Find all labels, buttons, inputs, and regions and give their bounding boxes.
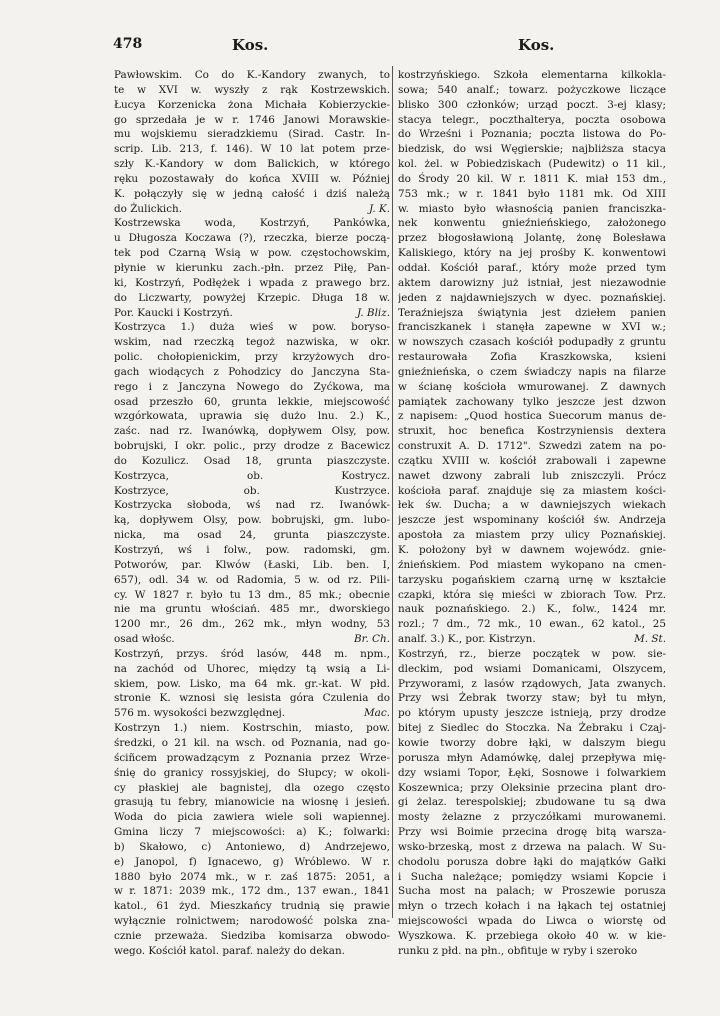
- text-line: e) Janopol, f) Ignacewo, g) Wróblewo. W r.: [114, 855, 390, 868]
- text-line: i Sucha należące; pomiędzy wsiami Kopcie i: [398, 870, 666, 883]
- right-running-head: Kos.: [518, 36, 555, 54]
- text-line: Przy wsi Boimie przecina drogę bitą warsza-: [398, 826, 666, 839]
- text-line: runku z płd. na płn., obfituje w ryby i szeroko: [398, 944, 638, 957]
- text-line: franciszkanek i stanęła zapewne w XVI w.;: [398, 321, 666, 334]
- text-line: ki, Kostrzyń, Podłężek i wpada z prawego brz.: [114, 276, 390, 289]
- text-line: Kaliskiego, który na jej prośby K. konwentowi: [398, 247, 666, 260]
- text-line: K. połączyły się w jedną całość i dziś należą: [114, 187, 390, 200]
- text-line: Wyszkowa. K. przebiega około 40 w. w kie-: [398, 929, 666, 942]
- text-line: rego i z Janczyna Nowego do Zyćkowa, ma: [114, 380, 390, 393]
- text-line: tek pod Czarną Wsią w pow. częstochowskim,: [114, 247, 390, 260]
- text-line: bitej z Siedlec do Stoczka. Na Żebraku i Czaj-: [398, 722, 666, 735]
- text-line: u Długosza Koczawa (?), rzeczka, bierze począ-: [114, 232, 390, 245]
- text-line: miejscowości wpada do Liwca o wiorstę od: [398, 915, 666, 928]
- text-line: Teraźniejsza świątynia jest dziełem panien: [398, 306, 666, 319]
- text-line: źnieńskiem. Pod miastem wykopano na cmen-: [398, 558, 666, 571]
- right-text-column: [398, 68, 666, 959]
- text-line: ściñcem prowadzącym z Poznania przez Wrze-: [114, 751, 390, 764]
- text-line: Sucha most na palach; w Proszewie porusza: [398, 885, 666, 898]
- text-line: mosty żelazne z przyczółkami murowanemi.: [398, 811, 666, 824]
- text-line: w nowszych czasach kościół podupadły z gruntu: [398, 336, 666, 349]
- text-line: nauk poznańskiego. 2.) K., folw., 1424 mr.: [398, 603, 666, 616]
- text-line: Kostrzyca, ob. Kostrycz.: [114, 469, 390, 482]
- text-line: Kostrzyce, ob. Kustrzyce.: [114, 484, 390, 497]
- text-line: tarzysku pogańskiem czarną urnę w kształcie: [398, 573, 666, 586]
- text-line: czątku XVIII w. kościół zrabowali i zapewne: [398, 454, 666, 467]
- text-line: wskim, nad rzeczką tegoż nazwiska, w okr.: [114, 336, 390, 349]
- text-line: 1880 było 2074 mk., w r. zaś 1875: 2051, a: [114, 870, 390, 883]
- text-line: po którym upusty jeszcze istnieją, przy drodze: [398, 707, 666, 720]
- text-line: Kostrzyń, przys. śród lasów, 448 m. npm.,: [114, 647, 390, 660]
- text-line: kostrzyńskiego. Szkoła elementarna kilkokla-: [398, 69, 666, 81]
- text-line: Potworów, par. Klwów (Łaski, Lib. ben. I,: [114, 558, 390, 571]
- text-line: jeden z najdawniejszych w dyec. poznańskiej.: [398, 291, 666, 304]
- text-line: sowa; 540 analf.; towarz. pożyczkowe liczące: [398, 83, 666, 96]
- text-line: Pawłowskim. Co do K.-Kandory zwanych, to: [114, 69, 390, 81]
- text-line: nicka, ma osad 24, grunta piaszczyste.: [114, 529, 390, 542]
- text-line: z napisem: „Quod hostica Suecorum manus de-: [398, 410, 666, 423]
- text-line: 1200 mr., 26 dm., 262 mk., młyn wodny, 53: [114, 618, 390, 631]
- text-line: pamiątek zachowany tylko jeszcze jest dzwon: [398, 395, 666, 408]
- text-line: ręku pozostawały do końca XVIII w. Później: [114, 172, 390, 185]
- text-line: Przy wsi Żebrak tworzy staw; był tu młyn,: [398, 692, 666, 705]
- text-line: średzki, o 21 kil. na wsch. od Poznania, nad go-: [114, 736, 390, 749]
- text-line: cznie przeważa. Siedziba komisarza obwodo-: [114, 929, 390, 942]
- text-line: Woda do picia zawiera wiele soli wapiennej.: [114, 811, 390, 824]
- text-line: osad włośc. Br. Ch.: [114, 633, 390, 646]
- text-line: Koszewnica; przy Oleksinie przecina plant dro-: [398, 781, 666, 794]
- text-line: b) Skałowo, c) Antoniewo, d) Andrzejewo,: [114, 840, 390, 853]
- text-line: na zachód od Uhorec, między tą wsią a Li-: [114, 662, 390, 675]
- text-line: wyłącznie rolnictwem; narodowość polska zna-: [114, 915, 390, 928]
- text-line: blisko 300 członków; urząd poczt. 3-ej klasy;: [398, 98, 666, 111]
- text-line: chodolu porusza dobre łąki do majątków Gałki: [398, 855, 666, 868]
- text-line: wsko-brzeską, most z drzewa na palach. W Su-: [398, 840, 666, 853]
- text-line: nek konwentu gnieźnieńskiego, założonego: [398, 217, 666, 230]
- text-line: scrip. Lib. 213, f. 146). W 10 lat potem prze-: [114, 143, 390, 156]
- text-line: apostoła za miastem przy ulicy Poznańskiej.: [398, 529, 666, 542]
- text-line: rozl.; 7 dm., 72 mk., 10 ewan., 62 katol., 25: [398, 618, 666, 631]
- text-line: aktem darowizny już istniał, jest niezawodnie: [398, 276, 666, 289]
- text-line: 753 mk.; w r. 1841 było 1181 mk. Od XIII: [398, 187, 666, 200]
- text-line: do Liczwarty, powyżej Krzepic. Długa 18 w.: [114, 291, 390, 304]
- text-line: kowie tworzy dobre łąki, w dalszym biegu: [398, 736, 666, 749]
- text-line: struxit, hoc benefica Kostrzyniensis dextera: [398, 425, 666, 438]
- text-line: Por. Kaucki i Kostrzyń. J. Bliz.: [114, 306, 390, 319]
- text-line: zaśc. nad rz. Iwanówką, dopływem Olsy, pow.: [114, 425, 390, 438]
- text-line: w ścianę kościoła wmurowanej. Z dawnych: [398, 380, 666, 393]
- text-line: śnię do granicy rossyjskiej, do Słupcy; w okoli-: [114, 766, 390, 779]
- text-line: Przyworami, z lasów rządowych, Jata zwanych.: [398, 677, 666, 690]
- text-line: do Kozulicz. Osad 18, grunta piaszczyste.: [114, 454, 390, 467]
- text-line: Kostrzewska woda, Kostrzyń, Pankówka,: [114, 217, 390, 230]
- text-line: w. miasto było własnością panien franciszka-: [398, 202, 666, 215]
- text-line: do Środy 20 kil. W r. 1811 K. miał 153 dm.,: [398, 172, 666, 185]
- text-line: stronie K. wznosi się lesista góra Czulenia do: [114, 692, 390, 705]
- text-line: stacya telegr., poczthalterya, poczta osobowa: [398, 113, 666, 126]
- text-line: w r. 1871: 2039 mk., 172 dm., 137 ewan., 1841: [114, 885, 390, 898]
- text-line: czapki, która się mieści w zbiorach Tow. Prz.: [398, 588, 666, 601]
- text-line: gach wiodących z Pohodzicy do Janczyna Sta-: [114, 365, 390, 378]
- text-line: Kostrzyca 1.) duża wieś w pow. boryso-: [114, 321, 390, 334]
- text-line: polic. chołopienickim, przy krzyżowych dro-: [114, 351, 390, 364]
- text-line: go sprzedała je w r. 1746 Janowi Morawskie-: [114, 113, 390, 126]
- left-running-head: Kos.: [232, 36, 269, 54]
- text-line: skiem, pow. Lisko, ma 64 mk. gr.-kat. W płd.: [114, 677, 390, 690]
- page-number: 478: [113, 36, 143, 52]
- text-line: osad przeszło 60, grunta lekkie, miejscowość: [114, 395, 390, 408]
- text-line: mu wojskiemu sieradzkiemu (Sirad. Castr. In-: [114, 128, 390, 141]
- text-line: gi żelaz. terespolskiej; zbudowane tu są dwa: [398, 796, 666, 809]
- text-line: młyn o trzech kołach i na łąkach tej ostatniej: [398, 900, 666, 913]
- text-line: biedzisk, do wsi Węgierskie; najbliższa stacya: [398, 143, 666, 156]
- text-line: grasują tu febry, mianowicie na wiosnę i jesień.: [114, 796, 390, 809]
- text-line: jeszcze jest wspominany kościół św. Andrzeja: [398, 514, 666, 527]
- text-line: Kostrzyn 1.) niem. Kostrschin, miasto, pow.: [114, 722, 390, 735]
- text-line: Gmina liczy 7 miejscowości: a) K.; folwarki:: [114, 826, 390, 839]
- text-line: Kostrzyń, wś i folw., pow. radomski, gm.: [114, 544, 390, 556]
- text-line: 657), odl. 34 w. od Radomia, 5 w. od rz. Pili-: [114, 573, 390, 586]
- text-line: gnieźnieńska, o czem świadczy napis na filarze: [398, 365, 666, 378]
- text-line: porusza młyn Adamówkę, dalej przepływa mię-: [398, 751, 666, 764]
- text-line: analf. 3.) K., por. Kistrzyn. M. St.: [398, 633, 666, 646]
- text-line: do Żulickich. J. K.: [114, 202, 390, 215]
- text-line: katol., 61 żyd. Mieszkańcy trudnią się prawie: [114, 900, 390, 913]
- running-header: [0, 32, 720, 56]
- text-line: ką, dopływem Olsy, pow. bobrujski, gm. lubo-: [114, 514, 390, 527]
- text-line: kościoła paraf. znajduje się za miastem kości-: [398, 484, 666, 497]
- left-text-column: [114, 68, 390, 959]
- text-line: łek św. Ducha; a w dawniejszych wiekach: [398, 499, 666, 512]
- text-line: Kostrzycka słoboda, wś nad rz. Iwanówk-: [114, 499, 390, 512]
- text-line: bobrujski, I okr. polic., przy drodze z Bacewicz: [114, 440, 390, 453]
- text-line: cy płaskiej ale bagnistej, dla ozego często: [114, 781, 390, 794]
- text-line: szły K.-Kandory w dom Balickich, w którego: [114, 158, 390, 171]
- text-line: restaurowała Zofia Kraszkowska, ksieni: [398, 351, 666, 364]
- text-line: wego. Kościół katol. paraf. należy do dekan.: [114, 944, 345, 957]
- text-line: kol. żel. w Pobiedziskach (Pudewitz) o 11 kil.,: [398, 158, 666, 171]
- text-line: nie ma gruntu włościań. 485 mr., dworskiego: [114, 603, 390, 616]
- text-line: płynie w kierunku zach.-płn. przez Piłę, Pan-: [114, 261, 390, 274]
- text-line: K. położony był w dawnem wojewódz. gnie-: [398, 544, 666, 556]
- text-line: construxit A. D. 1712". Szwedzi zatem na po-: [398, 440, 666, 453]
- text-line: dleckim, pod wsiami Domanicami, Olszycem,: [398, 662, 666, 675]
- text-line: wzgórkowata, uprawia się dużo lnu. 2.) K.,: [114, 410, 390, 423]
- text-line: te w XVI w. wyszły z rąk Kostrzewskich.: [114, 83, 390, 96]
- text-line: cy. W 1827 r. było tu 13 dm., 85 mk.; obecnie: [114, 588, 390, 601]
- text-line: nawet dzwony zabrali lub zniszczyli. Prócz: [398, 469, 666, 482]
- text-line: Łucya Korzenicka żona Michała Kobierzyckie-: [114, 98, 390, 111]
- text-line: dzy wsiami Topor, Łęki, Sosnowe i folwarkiem: [398, 766, 666, 779]
- text-line: Kostrzyń, rz., bierze początek w pow. sie-: [398, 647, 666, 660]
- text-line: przez błogosławioną Jolantę, żonę Bolesława: [398, 232, 666, 245]
- column-divider: [392, 66, 393, 918]
- text-line: do Wrześni i Poznania; poczta listowa do Po-: [398, 128, 666, 141]
- text-line: oddał. Kościół paraf., który może przed tym: [398, 261, 666, 274]
- text-line: 576 m. wysokości bezwzględnej. Mac.: [114, 707, 390, 720]
